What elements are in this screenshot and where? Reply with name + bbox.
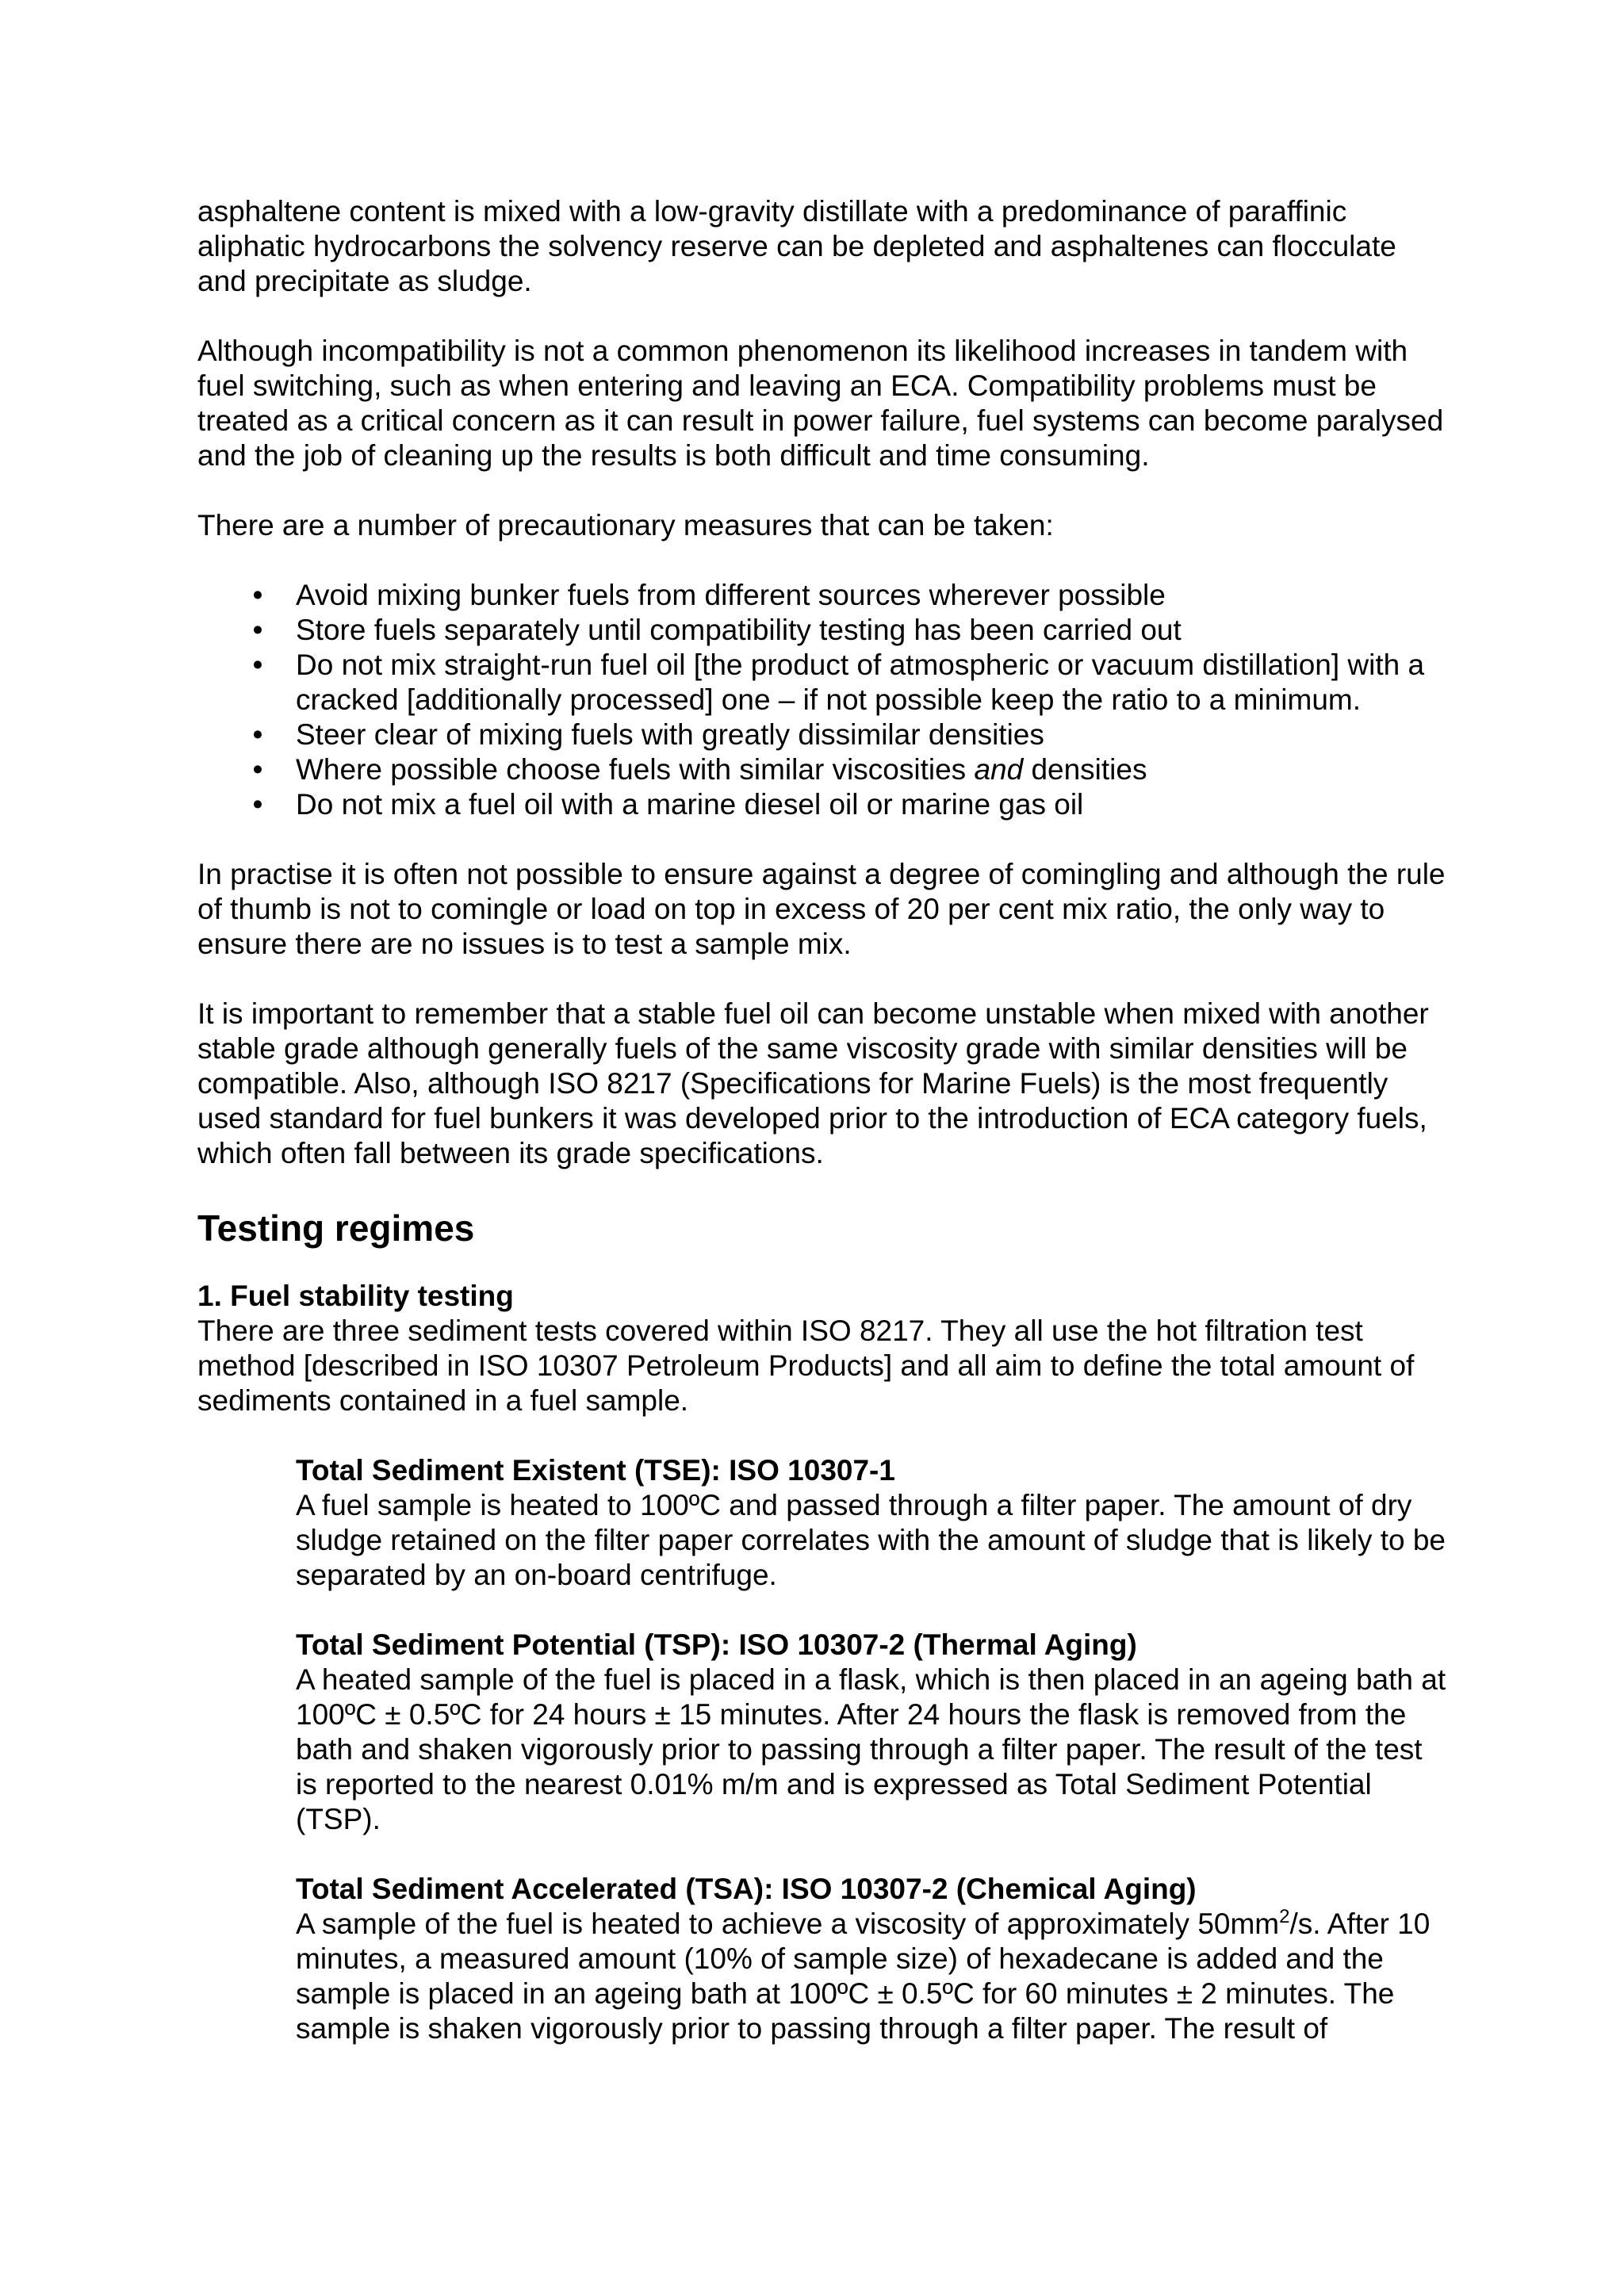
bullet-icon: • (252, 753, 263, 786)
bullet-icon: • (252, 788, 263, 821)
emphasis-text: and (974, 753, 1024, 786)
tse-title: Total Sediment Existent (TSE): ISO 10307-1 (296, 1454, 895, 1487)
section-heading: Testing regimes (197, 1207, 475, 1249)
list-item (197, 752, 1450, 787)
subsection-heading: 1. Fuel stability testing (197, 1280, 514, 1312)
list-item-text: Do not mix straight-run fuel oil [the product of atmospheric or vacuum distillation] with a cracked [additionally processed] one – if not possible keep the ratio to a minimum. (296, 649, 1425, 716)
bullet-icon: • (252, 614, 263, 646)
bullet-icon: • (252, 718, 263, 751)
precaution-list (197, 578, 1450, 822)
tsp-title: Total Sediment Potential (TSP): ISO 10307-2 (Thermal Aging) (296, 1628, 1137, 1661)
tse-block (197, 1453, 1450, 1593)
document-page (197, 194, 1450, 2046)
list-item-text (296, 753, 1147, 786)
tsa-text-start: A sample of the fuel is heated to achieve a viscosity of approximately 50mm (296, 1908, 1280, 1940)
list-item (197, 578, 1450, 613)
list-item-text: Do not mix a fuel oil with a marine diesel oil or marine gas oil (296, 788, 1084, 821)
list-item-text: Avoid mixing bunker fuels from different sources wherever possible (296, 579, 1166, 611)
superscript: 2 (1279, 1906, 1290, 1927)
intro-paragraph-3: There are a number of precautionary measures that can be taken: (197, 509, 1054, 541)
list-item (197, 613, 1450, 648)
body-paragraph-4: In practise it is often not possible to ensure against a degree of comingling and although the rule of thumb is not to comingle or load on top in excess of 20 per cent mix ratio, the only way to ensure there are no issues is to test a sample mix. (197, 858, 1446, 960)
testing-intro-paragraph: There are three sediment tests covered within ISO 8217. They all use the hot filtration test method [described in ISO 10307 Petroleum Products] and all aim to define the total amount of sediments contained in a fuel sample. (197, 1314, 1415, 1417)
tsa-text-end: /s. After 10 minutes, a measured amount (10% of sample size) of hexadecane is added and the sample is placed in an ageing bath at 100ºC ± 0.5ºC for 60 minutes ± 2 minutes. The sample is shaken vigorously prior to passing through a filter paper. The result of (296, 1908, 1431, 2045)
body-paragraph-5: It is important to remember that a stable fuel oil can become unstable when mixed with another stable grade although generally fuels of the same viscosity grade with similar densities will be compatible. Also, although ISO 8217 (Specifications for Marine Fuels) is the most frequently used standard for fuel bunkers it was developed prior to the introduction of ECA category fuels, which often fall between its grade specifications. (197, 997, 1429, 1169)
list-item (197, 718, 1450, 752)
list-item-text-start: Where possible choose fuels with similar viscosities (296, 753, 975, 786)
list-item-text-end: densities (1023, 753, 1147, 786)
tsp-block (197, 1628, 1450, 1837)
intro-paragraph-1: asphaltene content is mixed with a low-gravity distillate with a predominance of paraffinic aliphatic hydrocarbons the solvency reserve can be depleted and asphaltenes can flocculate and precipitate as sludge. (197, 195, 1396, 297)
list-item-text: Store fuels separately until compatibility testing has been carried out (296, 614, 1182, 646)
list-item (197, 787, 1450, 822)
tsp-description: A heated sample of the fuel is placed in a flask, which is then placed in an ageing bath at 100ºC ± 0.5ºC for 24 hours ± 15 minutes. After 24 hours the flask is removed from the bath and shaken vigorously prior to passing through a filter paper. The result of the test is reported to the nearest 0.01% m/m and is expressed as Total Sediment Potential (TSP). (296, 1663, 1446, 1835)
tsa-title: Total Sediment Accelerated (TSA): ISO 10307-2 (Chemical Aging) (296, 1873, 1197, 1905)
tsa-description (296, 1907, 1450, 2046)
intro-paragraph-2: Although incompatibility is not a common phenomenon its likelihood increases in tandem with fuel switching, such as when entering and leaving an ECA. Compatibility problems must be treated as a critical concern as it can result in power failure, fuel systems can become paralysed and the job of cleaning up the results is both difficult and time consuming. (197, 335, 1444, 472)
bullet-icon: • (252, 649, 263, 681)
tse-description: A fuel sample is heated to 100ºC and passed through a filter paper. The amount of dry sludge retained on the filter paper correlates with the amount of sludge that is likely to be separated by an on-board centrifuge. (296, 1489, 1446, 1591)
list-item-text: Steer clear of mixing fuels with greatly dissimilar densities (296, 718, 1044, 751)
tsa-block (197, 1872, 1450, 2046)
bullet-icon: • (252, 579, 263, 611)
list-item (197, 648, 1450, 718)
